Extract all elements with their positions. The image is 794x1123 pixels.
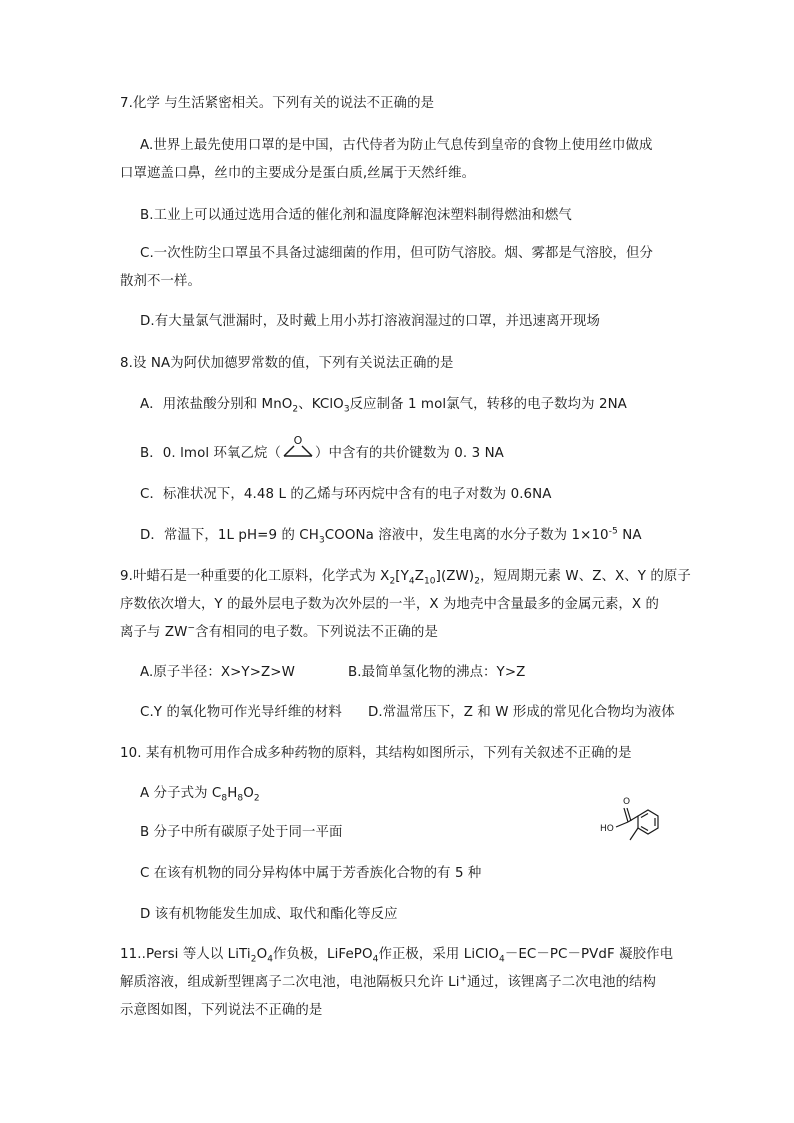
q7-stem-text: 7.化学 与生活紧密相关。下列有关的说法不正确的是 [120,96,435,111]
q7-option-d [140,313,600,331]
q9-l3-sup: − [187,623,196,634]
q10-option-b-text: B 分子中所有碳原子处于同一平面 [140,825,343,840]
q9-l2-text: 序数依次增大，Y 的最外层电子数为次外层的一半，X 为地壳中含量最多的金属元素，X 的 [120,597,660,612]
q9-l1-sub3: 10 [423,576,436,587]
q8-a-part2: 、KClO [298,397,344,412]
q8-option-a [140,396,627,414]
q11-l1-sub3: 4 [372,954,379,965]
q9-l1-part1: 9.叶蜡石是一种重要的化工原料，化学式为 X [120,569,390,584]
q10-a-part2: H [227,786,238,801]
q7-option-a-text1: A.世界上最先使用口罩的是中国，古代侍者为防止气息传到皇帝的食物上使用丝巾做成 [140,138,653,153]
q11-stem-line3 [120,1002,322,1020]
q9-l1-sub4: 2 [474,576,481,587]
q8-a-part1: A．用浓盐酸分别和 MnO [140,397,293,412]
q9-option-d [368,704,675,722]
molecule-hydroxyl-label: HO [600,824,614,834]
q9-l1-part2: [Y [395,569,409,584]
q9-stem-line2 [120,596,659,614]
q8-a-sub1: 2 [292,404,299,415]
q9-l3-part2: 含有相同的电子数。下列说法不正确的是 [195,625,438,640]
q10-option-d-text: D 该有机物能发生加成、取代和酯化等反应 [140,907,398,922]
q11-l2-part2: 通过，该锂离子二次电池的结构 [467,975,657,990]
q10-stem-text: 10. 某有机物可用作合成多种药物的原料，其结构如图所示，下列有关叙述不正确的是 [120,746,632,761]
q10-option-d [140,906,398,924]
q7-option-a-line2 [120,165,475,183]
q8-stem [120,355,454,373]
q9-option-a-text: A.原子半径：X>Y>Z>W [140,665,295,680]
q8-d-part3: NA [617,528,642,543]
q7-stem [120,95,434,113]
q10-option-a [140,785,260,803]
epoxide-structure-icon [281,434,315,460]
q8-option-c-text: C．标准状况下，4.48 L 的乙烯与环丙烷中含有的电子对数为 0.6NA [140,487,552,502]
q9-option-c [140,704,342,722]
q11-l1-part5: －EC－PC－PVdF 凝胶作电 [504,947,674,962]
q8-option-d [140,527,642,545]
q7-option-b-text: B.工业上可以通过选用合适的催化剂和温度降解泡沫塑料制得燃油和燃气 [140,208,572,223]
q8-d-part1: D．常温下，1L pH=9 的 CH [140,528,319,543]
q7-option-a-line1 [140,137,653,155]
q9-option-b-text: B.最简单氢化物的沸点：Y>Z [348,665,526,680]
molecule-oxygen-label: O [623,797,631,807]
q9-l1-sub2: 4 [408,576,415,587]
q9-stem-line1 [120,568,691,586]
q10-option-c [140,865,481,883]
q10-a-sub3: 2 [253,793,260,804]
q11-l2-sup: + [459,973,468,984]
q9-l1-part5: ，短周期元素 W、Z、X、Y 的原子 [480,569,691,584]
q9-option-a [140,664,295,682]
q9-l3-part1: 离子与 ZW [120,625,188,640]
q11-stem-line2 [120,974,656,992]
q7-option-a-text2: 口罩遮盖口鼻，丝巾的主要成分是蛋白质,丝属于天然纤维。 [120,166,476,181]
q11-l3-text: 示意图如图，下列说法不正确的是 [120,1003,323,1018]
q7-option-c-text2: 散剂不一样。 [120,274,201,289]
q8-d-sup: -5 [608,526,618,537]
q10-a-part1: A 分子式为 C [140,786,222,801]
q11-l1-part3: 作负极，LiFePO [273,947,373,962]
q8-b-part1: B．0. lmol 环氧乙烷（ [140,446,281,461]
q8-a-sub2: 3 [343,404,350,415]
q10-a-sub1: 8 [221,793,228,804]
q10-option-b [140,824,343,842]
q11-l1-sub2: 4 [267,954,274,965]
q7-option-b [140,207,572,225]
q8-option-c [140,486,552,504]
epoxide-oxygen-label: O [293,434,303,447]
q8-d-sub: 3 [318,535,325,546]
q11-l1-sub4: 4 [499,954,505,965]
q9-l1-part4: ](ZW) [435,569,475,584]
q9-option-b [348,664,525,682]
q8-stem-text: 8.设 NA为阿伏加德罗常数的值，下列有关说法正确的是 [120,356,454,371]
q7-option-d-text: D.有大量氯气泄漏时，及时戴上用小苏打溶液润湿过的口罩，并迅速离开现场 [140,314,600,329]
q10-stem [120,745,632,763]
q10-option-c-text: C 在该有机物的同分异构体中属于芳香族化合物的有 5 种 [140,866,482,881]
methylbenzoic-acid-structure-icon [574,793,684,855]
q10-a-part3: O [243,786,254,801]
q9-l1-part3: Z [414,569,424,584]
q11-l1-part2: O [256,947,268,962]
q8-a-part3: 反应制备 1 mol氯气，转移的电子数均为 2NA [349,397,627,412]
q9-l1-sub1: 2 [389,576,396,587]
q8-b-part2: ）中含有的共价键数为 0. 3 NA [315,446,504,461]
q8-d-part2: COONa 溶液中，发生电离的水分子数为 1×10 [324,528,609,543]
q9-option-c-text: C.Y 的氧化物可作光导纤维的材料 [140,705,342,720]
q7-option-c-line2 [120,273,201,291]
q11-l1-sub1: 2 [250,954,257,965]
q10-a-sub2: 8 [237,793,244,804]
q7-option-c-text1: C.一次性防尘口罩虽不具备过滤细菌的作用，但可防气溶胶。烟、雾都是气溶胶，但分 [140,246,653,261]
q9-stem-line3 [120,624,438,642]
q8-option-b [140,434,504,463]
q11-l1-part1: 11..Persi 等人以 LiTi [120,947,251,962]
q11-stem-line1 [120,946,673,964]
q7-option-c-line1 [140,245,653,263]
q9-option-d-text: D.常温常压下，Z 和 W 形成的常见化合物均为液体 [368,705,675,720]
q11-l2-part1: 解质溶液，组成新型锂离子二次电池，电池隔板只允许 Li [120,975,460,990]
q11-l1-part4: 作正极，采用 LiClO [378,947,500,962]
